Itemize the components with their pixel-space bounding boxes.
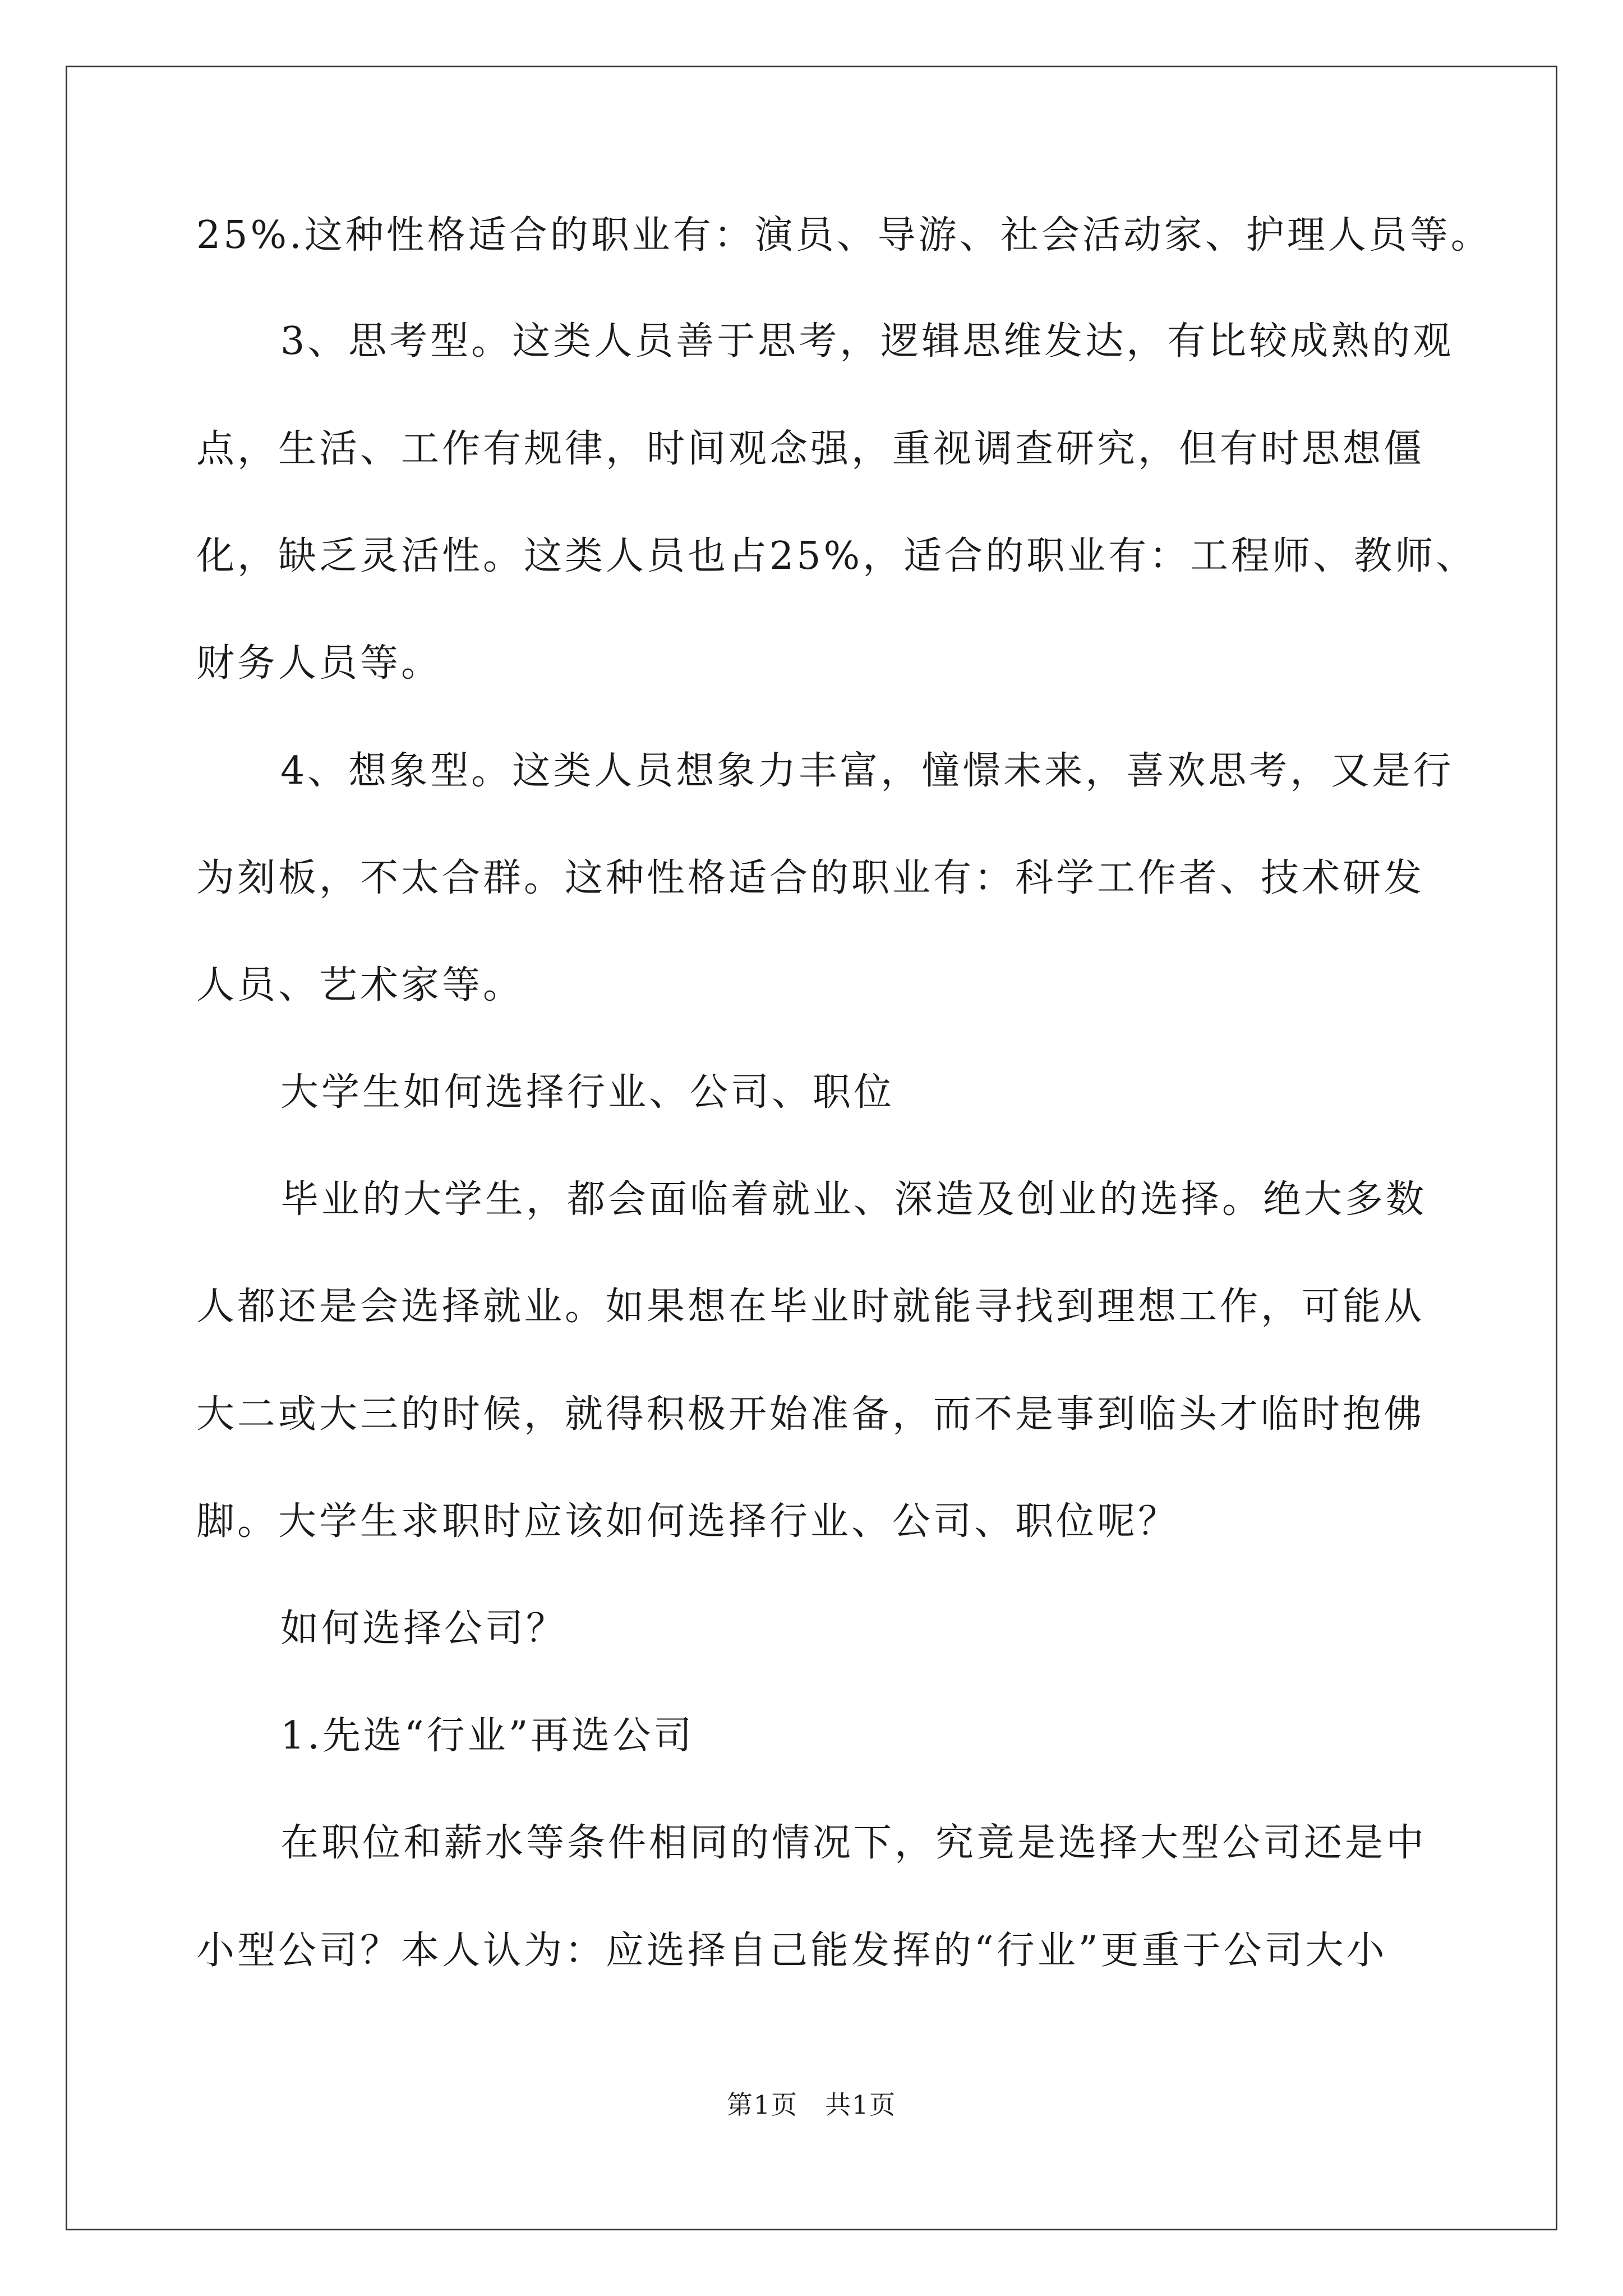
text-line-2: 3、思考型。这类人员善于思考，逻辑思维发达，有比较成熟的观 (280, 319, 1454, 364)
text-line-5: 财务人员等。 (196, 641, 442, 685)
text-line-13: 脚。大学生求职时应该如何选择行业、公司、职位呢？ (196, 1499, 1179, 1544)
text-line-8: 人员、艺术家等。 (196, 963, 524, 1007)
section-heading: 大学生如何选择行业、公司、职位 (280, 1070, 895, 1115)
text-line-10: 毕业的大学生，都会面临着就业、深造及创业的选择。绝大多数 (280, 1177, 1427, 1222)
text-line-3: 点，生活、工作有规律，时间观念强，重视调查研究，但有时思想僵 (196, 427, 1425, 471)
text-line-4: 化，缺乏灵活性。这类人员也占25%，适合的职业有：工程师、教师、 (196, 534, 1477, 578)
text-line-11: 人都还是会选择就业。如果想在毕业时就能寻找到理想工作，可能从 (196, 1285, 1425, 1329)
subheading-industry-first: 1.先选“行业”再选公司 (280, 1714, 695, 1758)
text-line-12: 大二或大三的时候，就得积极开始准备，而不是事到临头才临时抱佛 (196, 1392, 1425, 1437)
page-border (66, 66, 1557, 2230)
page-number-footer: 第1页 共1页 (726, 2090, 897, 2120)
subheading-choose-company: 如何选择公司？ (280, 1607, 568, 1651)
text-line-1: 25%.这种性格适合的职业有：演员、导游、社会活动家、护理人员等。 (196, 213, 1492, 257)
text-line-17: 小型公司？本人认为：应选择自己能发挥的“行业”更重于公司大小 (196, 1929, 1387, 1973)
text-line-16: 在职位和薪水等条件相同的情况下，究竟是选择大型公司还是中 (280, 1821, 1427, 1865)
text-line-7: 为刻板，不太合群。这种性格适合的职业有：科学工作者、技术研发 (196, 856, 1425, 900)
text-line-6: 4、想象型。这类人员想象力丰富，憧憬未来，喜欢思考，又是行 (280, 749, 1454, 793)
